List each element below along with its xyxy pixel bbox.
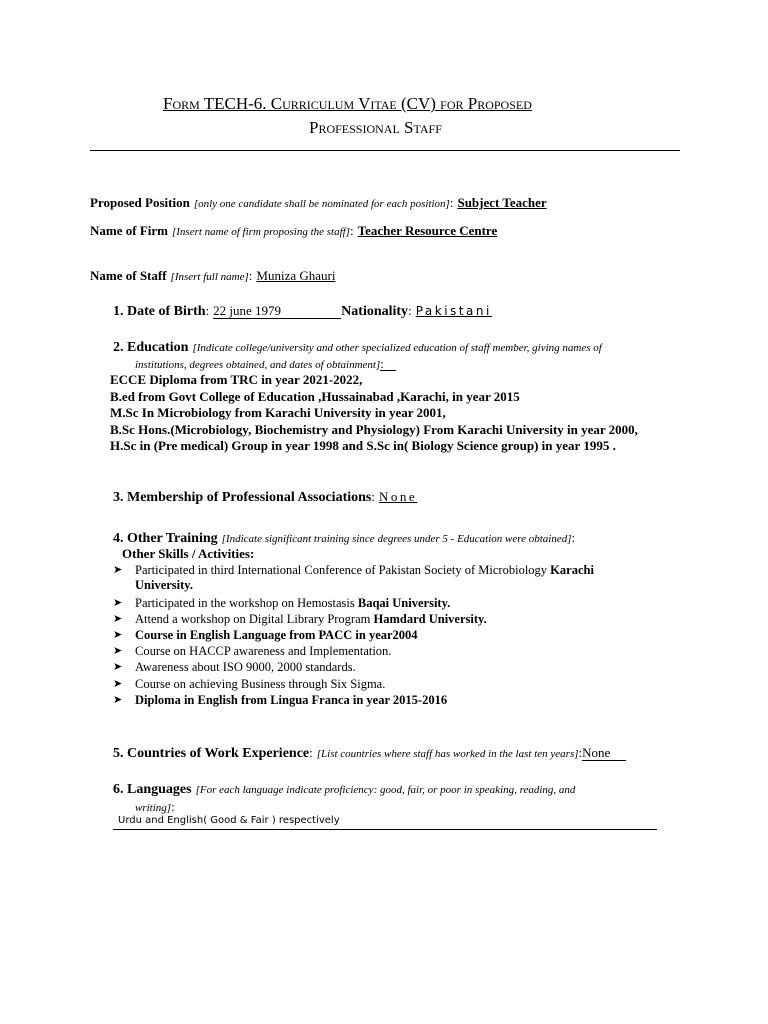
staff-value: Muniza Ghauri bbox=[256, 268, 336, 283]
languages-hint-line1: [For each language indicate proficiency: good, fair, or poor in speaking, reading, and bbox=[195, 784, 576, 796]
colon: : bbox=[578, 745, 583, 760]
dob-value: 22 june 1979 bbox=[213, 304, 341, 319]
list-item bbox=[113, 596, 673, 612]
item-bold-text: University. bbox=[135, 578, 193, 592]
countries-value: None bbox=[582, 746, 626, 761]
item-bold-text: Course in English Language from PACC in year2004 bbox=[135, 628, 418, 642]
languages-heading bbox=[113, 780, 575, 798]
countries-row bbox=[113, 744, 626, 762]
colon: : bbox=[371, 489, 375, 504]
item-text: Course on achieving Business through Six Sigma. bbox=[135, 677, 386, 691]
item-text: Attend a workshop on Digital Library Program bbox=[135, 612, 374, 626]
education-entry-1: ECCE Diploma from TRC in year 2021-2022, bbox=[110, 372, 363, 387]
education-entry-4: B.Sc Hons.(Microbiology, Biochemistry and Physiology) From Karachi University in year 2000, bbox=[110, 422, 638, 437]
education-hint-line1: [Indicate college/university and other specialized education of staff member, giving names of bbox=[192, 342, 602, 354]
nationality-label: Nationality bbox=[341, 304, 409, 319]
firm-value: Teacher Resource Centre bbox=[357, 223, 498, 238]
list-item bbox=[113, 563, 673, 579]
firm-hint: [Insert name of firm proposing the staff] bbox=[171, 226, 351, 238]
arrow-bullet-icon: ➤ bbox=[113, 661, 123, 673]
training-hint: [Indicate significant training since degrees under 5 - Education were obtained] bbox=[221, 533, 572, 545]
arrow-bullet-icon: ➤ bbox=[113, 694, 123, 706]
education-entry-3: M.Sc In Microbiology from Karachi University in year 2001, bbox=[110, 405, 446, 420]
list-item bbox=[113, 628, 673, 644]
colon: : bbox=[248, 268, 253, 283]
firm-label: Name of Firm bbox=[90, 223, 168, 238]
list-item-continuation bbox=[113, 578, 673, 594]
form-title-line1: Form TECH-6. Curriculum Vitae (CV) for Proposed bbox=[163, 94, 532, 113]
languages-value: Urdu and English( Good & Fair ) respectively bbox=[118, 815, 340, 826]
education-entry-2: B.ed from Govt College of Education ,Hussainabad ,Karachi, in year 2015 bbox=[110, 389, 520, 404]
training-sub-label: Other Skills / Activities: bbox=[122, 546, 255, 561]
membership-row bbox=[113, 488, 417, 506]
nationality-value: Pakistani bbox=[415, 304, 492, 318]
membership-value: None bbox=[378, 489, 418, 504]
arrow-bullet-icon: ➤ bbox=[113, 613, 123, 625]
education-hint-line2: institutions, degrees obtained, and dates of obtainment] bbox=[135, 359, 381, 371]
proposed-position-hint: [only one candidate shall be nominated for each position] bbox=[193, 198, 450, 210]
list-item bbox=[113, 644, 673, 660]
training-heading bbox=[113, 529, 575, 547]
item-text: Participated in the workshop on Hemostasis bbox=[135, 596, 358, 610]
arrow-bullet-icon: ➤ bbox=[113, 629, 123, 641]
title-divider bbox=[90, 150, 680, 151]
membership-label: 3. Membership of Professional Associations bbox=[113, 490, 372, 505]
languages-label: 6. Languages bbox=[113, 782, 192, 797]
education-heading bbox=[113, 338, 602, 356]
education-entry-5: H.Sc in (Pre medical) Group in year 1998 and S.Sc in( Biology Science group) in year 1995 . bbox=[110, 438, 616, 453]
list-item bbox=[113, 677, 673, 693]
training-label: 4. Other Training bbox=[113, 531, 218, 546]
staff-hint: [Insert full name] bbox=[170, 271, 249, 283]
colon: : bbox=[408, 303, 412, 318]
arrow-bullet-icon: ➤ bbox=[113, 678, 123, 690]
item-bold-text: Diploma in English from Lingua Franca in year 2015-2016 bbox=[135, 693, 448, 707]
staff-row bbox=[90, 267, 335, 285]
colon: : bbox=[571, 530, 576, 545]
item-text: Awareness about ISO 9000, 2000 standards. bbox=[135, 660, 356, 674]
list-item bbox=[113, 660, 673, 676]
list-item bbox=[113, 612, 673, 628]
proposed-position-value: Subject Teacher bbox=[457, 195, 547, 210]
languages-value-row bbox=[113, 813, 657, 830]
education-label: 2. Education bbox=[113, 340, 189, 355]
firm-row bbox=[90, 222, 497, 240]
dob-label: 1. Date of Birth bbox=[113, 304, 206, 319]
colon: : bbox=[309, 745, 313, 760]
colon: : bbox=[449, 195, 454, 210]
proposed-position-label: Proposed Position bbox=[90, 195, 190, 210]
colon: : bbox=[380, 358, 396, 371]
languages-hint-line2: writing] bbox=[135, 802, 172, 814]
item-bold-text: Hamdard University. bbox=[373, 612, 487, 626]
colon: : bbox=[205, 303, 210, 318]
arrow-bullet-icon: ➤ bbox=[113, 564, 123, 576]
countries-label: 5. Countries of Work Experience bbox=[113, 746, 310, 761]
arrow-bullet-icon: ➤ bbox=[113, 597, 123, 609]
colon: : bbox=[350, 223, 354, 238]
dob-row bbox=[113, 302, 492, 320]
colon: : bbox=[171, 799, 175, 814]
item-text: Participated in third International Conference of Pakistan Society of Microbiology bbox=[135, 563, 551, 577]
item-text: Course on HACCP awareness and Implementation. bbox=[135, 644, 392, 658]
education-hint-line2-row bbox=[135, 355, 396, 373]
list-item bbox=[113, 693, 673, 709]
proposed-position-row bbox=[90, 194, 547, 212]
staff-label: Name of Staff bbox=[90, 268, 167, 283]
form-title-line2: Professional Staff bbox=[309, 118, 442, 137]
item-bold-text: Karachi bbox=[550, 563, 594, 577]
countries-hint: [List countries where staff has worked in the last ten years] bbox=[316, 748, 579, 760]
item-bold-text: Baqai University. bbox=[357, 596, 451, 610]
arrow-bullet-icon: ➤ bbox=[113, 645, 123, 657]
